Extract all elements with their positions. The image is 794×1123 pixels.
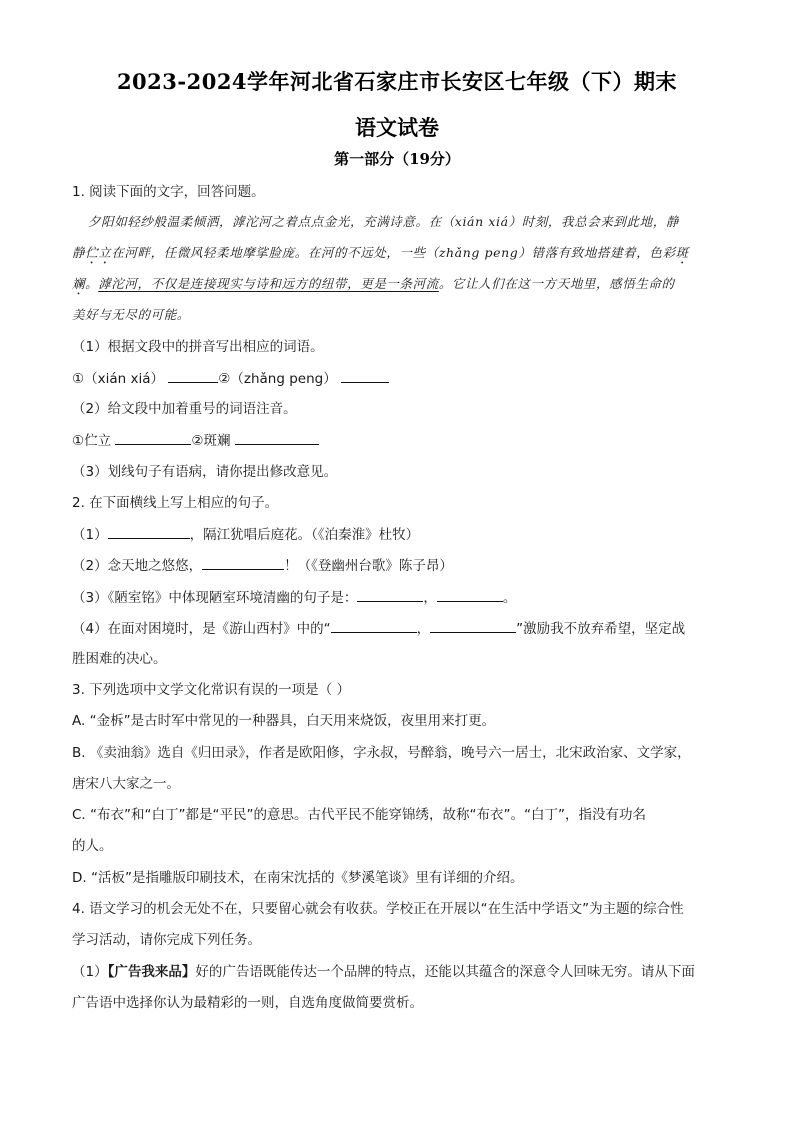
label: （1） bbox=[72, 527, 108, 543]
label: ，隔江犹唱后庭花。（《泊秦淮》杜牧） bbox=[189, 527, 420, 543]
q1-sub2: （2）给文段中加着重号的词语注音。 bbox=[72, 401, 297, 417]
q2-s1 bbox=[72, 524, 722, 545]
q4-stem-cont: 学习活动，请你完成下列任务。 bbox=[72, 932, 261, 948]
q3-stem: 3. 下列选项中文学文化常识有误的一项是（ ） bbox=[72, 682, 350, 698]
answer-blank[interactable] bbox=[357, 587, 423, 602]
q1-passage-line-3 bbox=[72, 274, 722, 298]
label: ， bbox=[416, 621, 431, 637]
answer-blank[interactable] bbox=[331, 618, 417, 633]
q2-stem: 2. 在下面横线上写上相应的句子。 bbox=[72, 495, 279, 511]
underlined-sentence: 滹沱河，不仅是连接现实与诗和远方的纽带，更是一条河流 bbox=[98, 276, 439, 291]
answer-blank[interactable] bbox=[115, 430, 191, 445]
q4-s1-cont: 广告语中选择你认为最精彩的一则，自选角度做简要赏析。 bbox=[72, 995, 423, 1011]
q3-option-d: D. “活板”是指雕版印刷技术，在南宋沈括的《梦溪笔谈》里有详细的介绍。 bbox=[72, 870, 524, 886]
answer-blank[interactable] bbox=[108, 524, 190, 539]
q3-option-b-cont: 唐宋八大家之一。 bbox=[72, 776, 180, 792]
q1-stem: 1. 阅读下面的文字，回答问题。 bbox=[72, 184, 265, 200]
part-heading: 第一部分（19分） bbox=[334, 150, 460, 168]
q1-passage-line-2 bbox=[72, 243, 722, 267]
label: 。 bbox=[502, 590, 517, 606]
label: ①伫立 bbox=[72, 433, 112, 449]
exam-title: 2023-2024学年河北省石家庄市长安区七年级（下）期末 bbox=[116, 69, 678, 94]
q1-passage-line-1: 夕阳如轻纱般温柔倾洒，滹沱河之着点点金光，充满诗意。在（xián xiá）时刻，我总会来到此地，静 bbox=[88, 214, 679, 229]
exam-subtitle: 语文试卷 bbox=[355, 115, 439, 140]
q2-s4-cont: 胜困难的决心。 bbox=[72, 651, 167, 667]
q1-sub3: （3）划线句子有语病，请你提出修改意见。 bbox=[72, 464, 338, 480]
q3-option-a: A. “金柝”是古时军中常见的一种器具，白天用来烧饭，夜里用来打更。 bbox=[72, 713, 496, 729]
q3-option-c-cont: 的人。 bbox=[72, 838, 113, 854]
answer-blank[interactable] bbox=[341, 368, 389, 383]
q2-s2 bbox=[72, 555, 722, 576]
emphasized-word-ban: 斑 bbox=[675, 245, 689, 260]
emphasized-word-lan: 斓 bbox=[72, 276, 86, 291]
q1-sub1: （1）根据文段中的拼音写出相应的词语。 bbox=[72, 339, 324, 355]
label: （1） bbox=[72, 964, 108, 980]
answer-blank[interactable] bbox=[235, 430, 319, 445]
passage-text: 在河畔，任微风轻柔地摩挲脸庞。在河的不远处，一些（zhǎng peng）错落有致地搭建着，色彩 bbox=[111, 245, 676, 260]
label: （3）《陋室铭》中体现陋室环境清幽的句子是： bbox=[72, 590, 358, 606]
passage-text: 。它让人们在这一方天地里，感悟生命的 bbox=[438, 276, 675, 291]
task-heading: 【广告我来品】 bbox=[107, 964, 196, 980]
q2-s4 bbox=[72, 618, 722, 639]
label: ！（《登幽州台歌》陈子昂） bbox=[284, 558, 453, 574]
q1-sub1-answers bbox=[72, 368, 722, 389]
q3-option-b: B. 《卖油翁》选自《归田录》，作者是欧阳修，字永叔，号醉翁，晚号六一居士，北宋政治家、文学家， bbox=[72, 745, 691, 761]
label: ， bbox=[423, 590, 437, 606]
answer-blank[interactable] bbox=[168, 368, 218, 383]
q4-s1 bbox=[72, 962, 722, 982]
emphasized-word-zhuli: 伫立 bbox=[85, 245, 112, 260]
label: ②斑斓 bbox=[191, 433, 231, 449]
q3-option-c: C. “布衣”和“白丁”都是“平民”的意思。古代平民不能穿锦绣，故称“布衣”。“白丁”，指没有功名 bbox=[72, 807, 646, 823]
q4-stem: 4. 语文学习的机会无处不在，只要留心就会有收获。学校正在开展以“在生活中学语文”为主题的综合性 bbox=[72, 901, 684, 917]
answer-blank[interactable] bbox=[430, 618, 516, 633]
passage-text: 。 bbox=[85, 276, 99, 291]
q1-sub2-answers bbox=[72, 430, 722, 451]
answer-blank[interactable] bbox=[437, 587, 503, 602]
answer-blank[interactable] bbox=[202, 555, 284, 570]
label: （2）念天地之悠悠， bbox=[72, 558, 203, 574]
passage-text: 静 bbox=[72, 245, 86, 260]
label: 好的广告语既能传达一个品牌的特点，还能以其蕴含的深意令人回味无穷。请从下面 bbox=[195, 964, 695, 980]
label: ①（xián xiá） bbox=[72, 371, 164, 387]
label: ②（zhǎng peng） bbox=[218, 371, 337, 387]
label: ”激励我不放弃希望，坚定战 bbox=[516, 621, 686, 637]
q1-passage-line-4: 美好与无尽的可能。 bbox=[72, 307, 190, 322]
label: （4）在面对困境时，是《游山西村》中的“ bbox=[72, 621, 331, 637]
q2-s3 bbox=[72, 587, 722, 608]
